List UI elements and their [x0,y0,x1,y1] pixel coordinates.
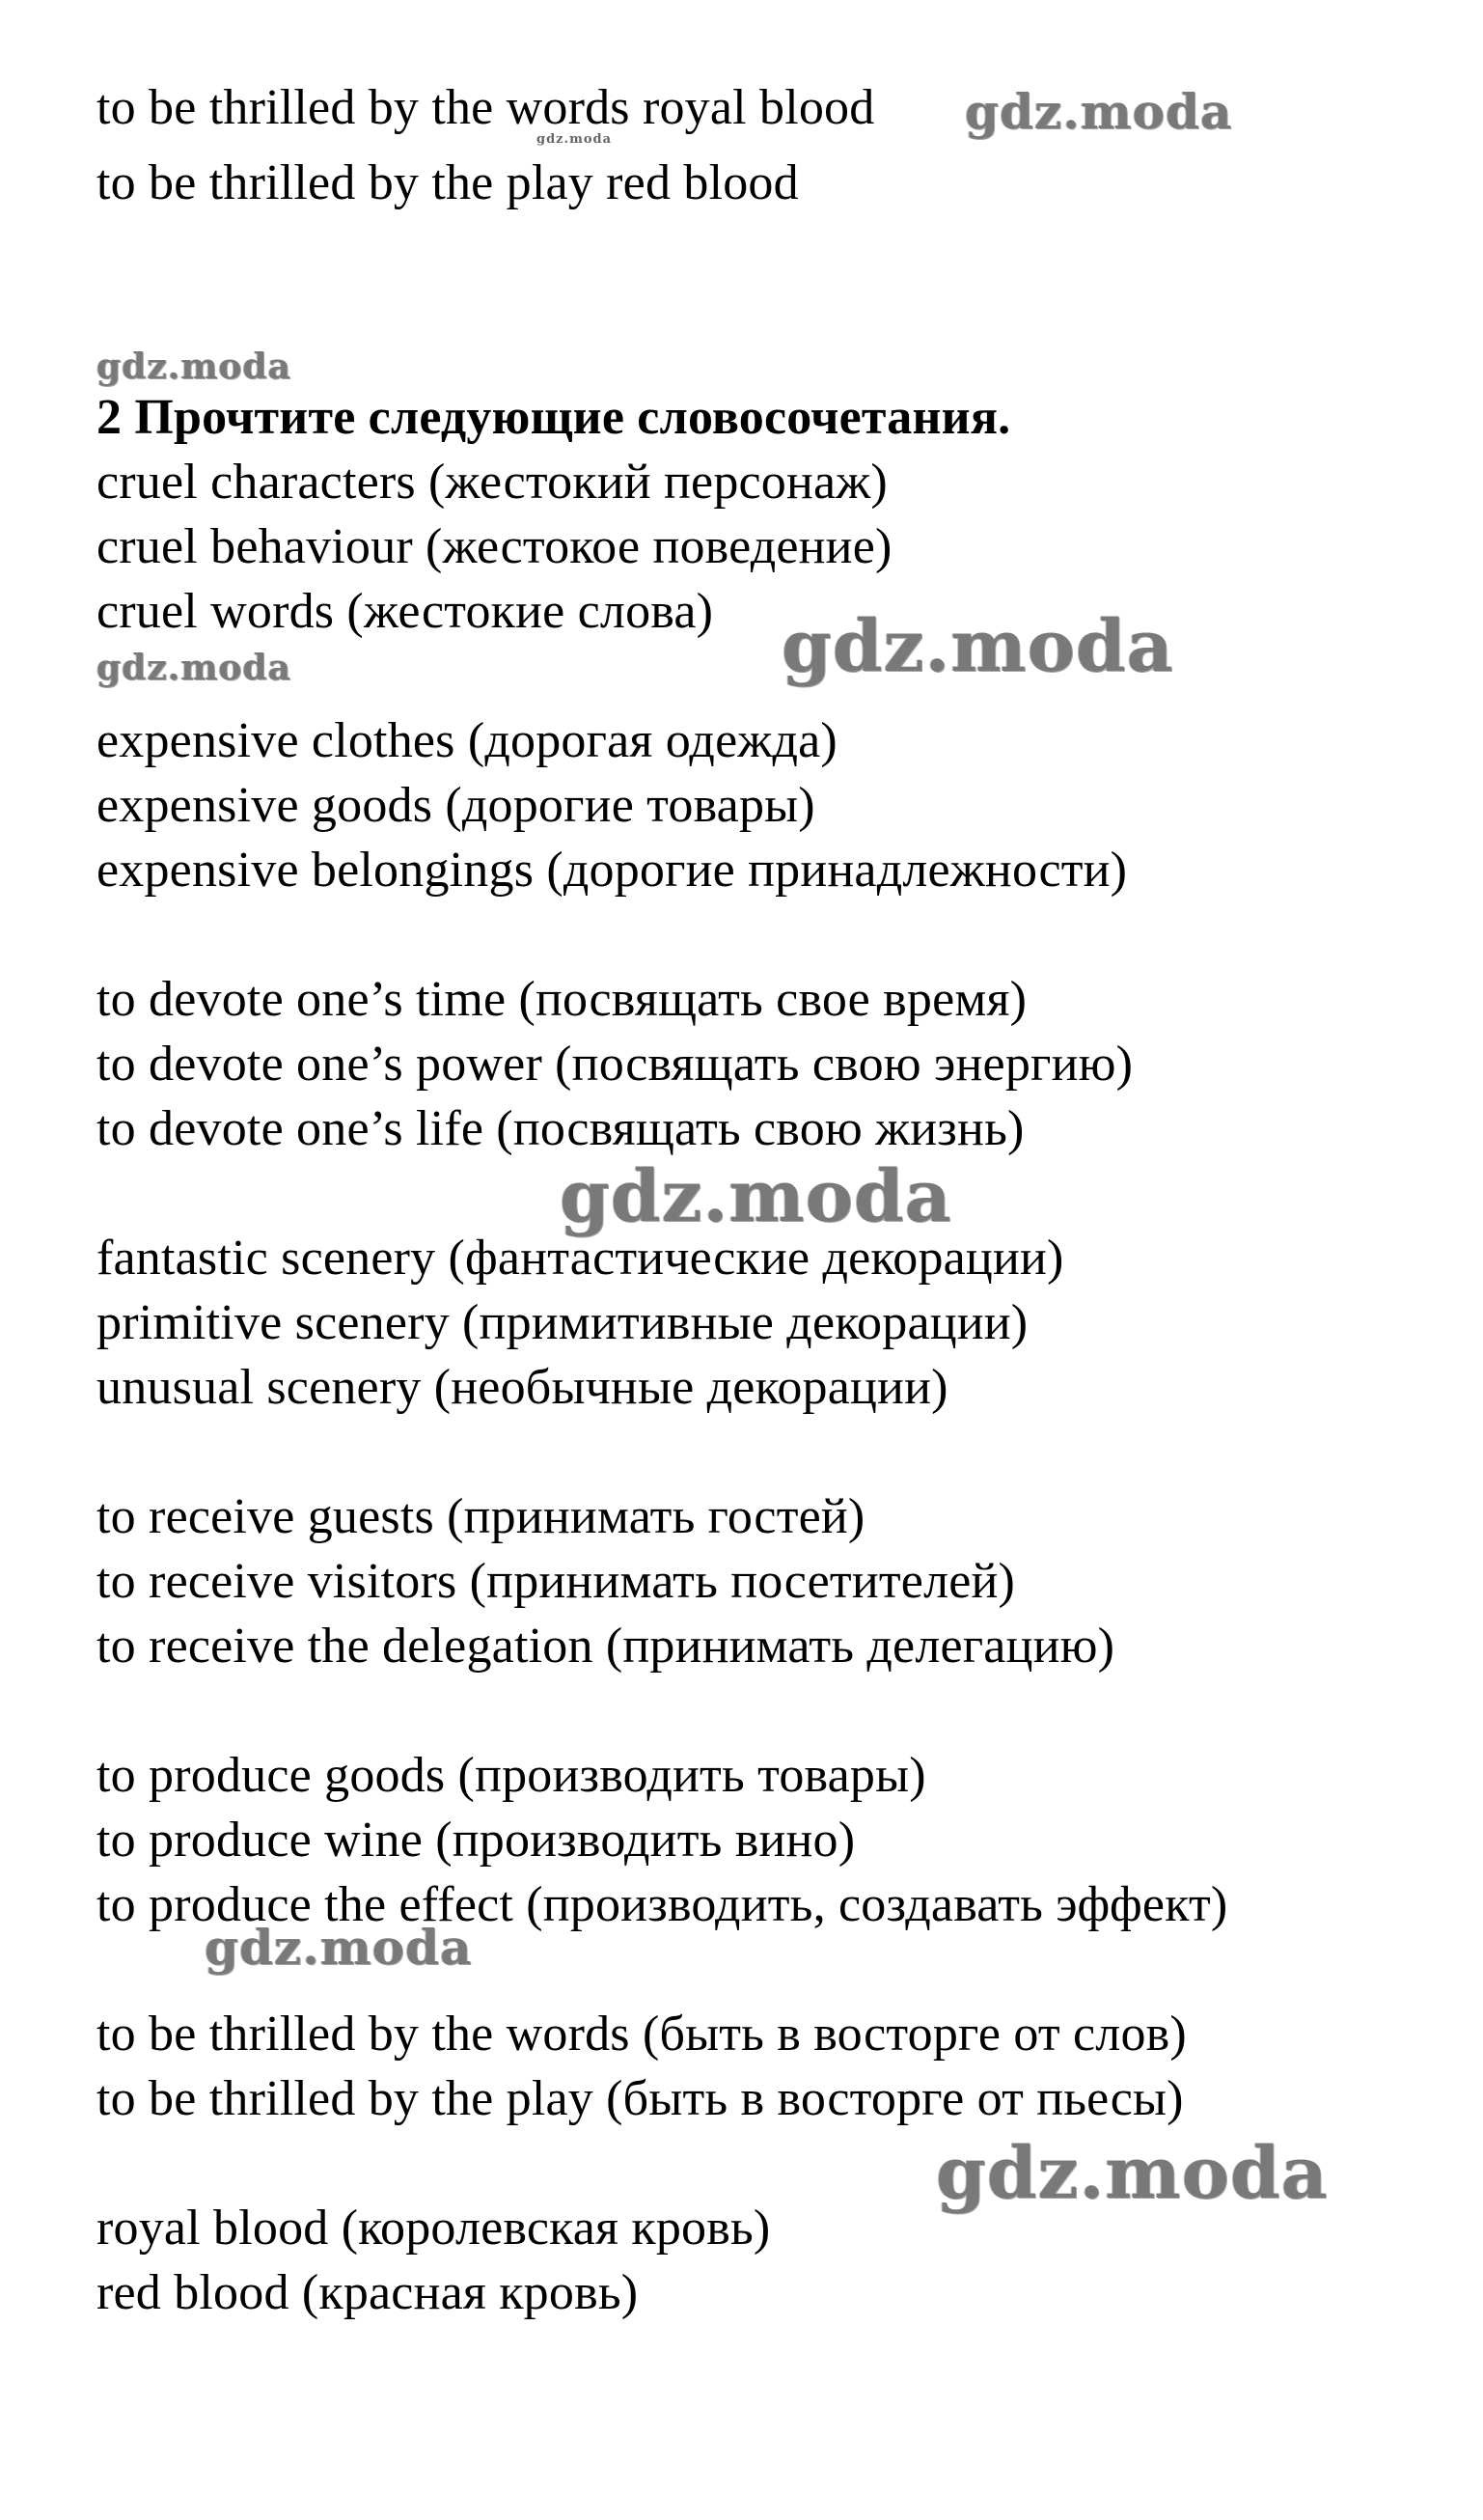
phrase-line: primitive scenery (примитивные декорации) [96,1295,1029,1350]
phrase-line: red blood (красная кровь) [96,2265,639,2320]
watermark-logo: gdz.moda [205,1919,473,1976]
text-line: to be thrilled by the words royal blood [96,80,875,135]
watermark-logo: gdz.moda [965,83,1233,140]
phrase-line: cruel words (жестокие слова) [96,584,714,639]
watermark-logo: gdz.moda [560,1155,952,1238]
phrase-line: to be thrilled by the words (быть в восторге от слов) [96,2007,1187,2062]
phrase-line: to receive visitors (принимать посетителей) [96,1554,1016,1609]
phrase-line: to devote one’s power (посвящать свою энергию) [96,1037,1134,1092]
phrase-line: cruel behaviour (жестокое поведение) [96,519,893,574]
exercise-heading: 2 Прочтите следующие словосочетания. [96,390,1011,445]
phrase-line: to devote one’s life (посвящать свою жизнь) [96,1101,1025,1156]
text-line: to be thrilled by the play red blood [96,155,799,210]
watermark-logo: gdz.moda [96,346,291,387]
phrase-line: to receive the delegation (принимать делегацию) [96,1619,1115,1674]
phrase-line: royal blood (королевская кровь) [96,2201,771,2256]
phrase-line: to devote one’s time (посвящать свое время) [96,972,1028,1027]
phrase-line: to be thrilled by the play (быть в восторге от пьесы) [96,2071,1184,2126]
phrase-line: expensive goods (дорогие товары) [96,778,815,833]
phrase-line: to receive guests (принимать гостей) [96,1489,865,1544]
phrase-line: fantastic scenery (фантастические декорации) [96,1231,1064,1286]
watermark-logo: gdz.moda [936,2132,1329,2215]
phrase-line: to produce goods (производить товары) [96,1748,926,1803]
phrase-line: expensive belongings (дорогие принадлежности) [96,843,1128,898]
watermark-logo: gdz.moda [536,132,613,147]
phrase-line: to produce the effect (производить, создавать эффект) [96,1877,1228,1932]
watermark-logo: gdz.moda [782,605,1174,688]
phrase-line: cruel characters (жестокий персонаж) [96,455,888,510]
watermark-logo: gdz.moda [96,648,291,688]
phrase-line: expensive clothes (дорогая одежда) [96,713,838,768]
phrase-line: unusual scenery (необычные декорации) [96,1360,948,1415]
phrase-line: to produce wine (производить вино) [96,1813,856,1868]
